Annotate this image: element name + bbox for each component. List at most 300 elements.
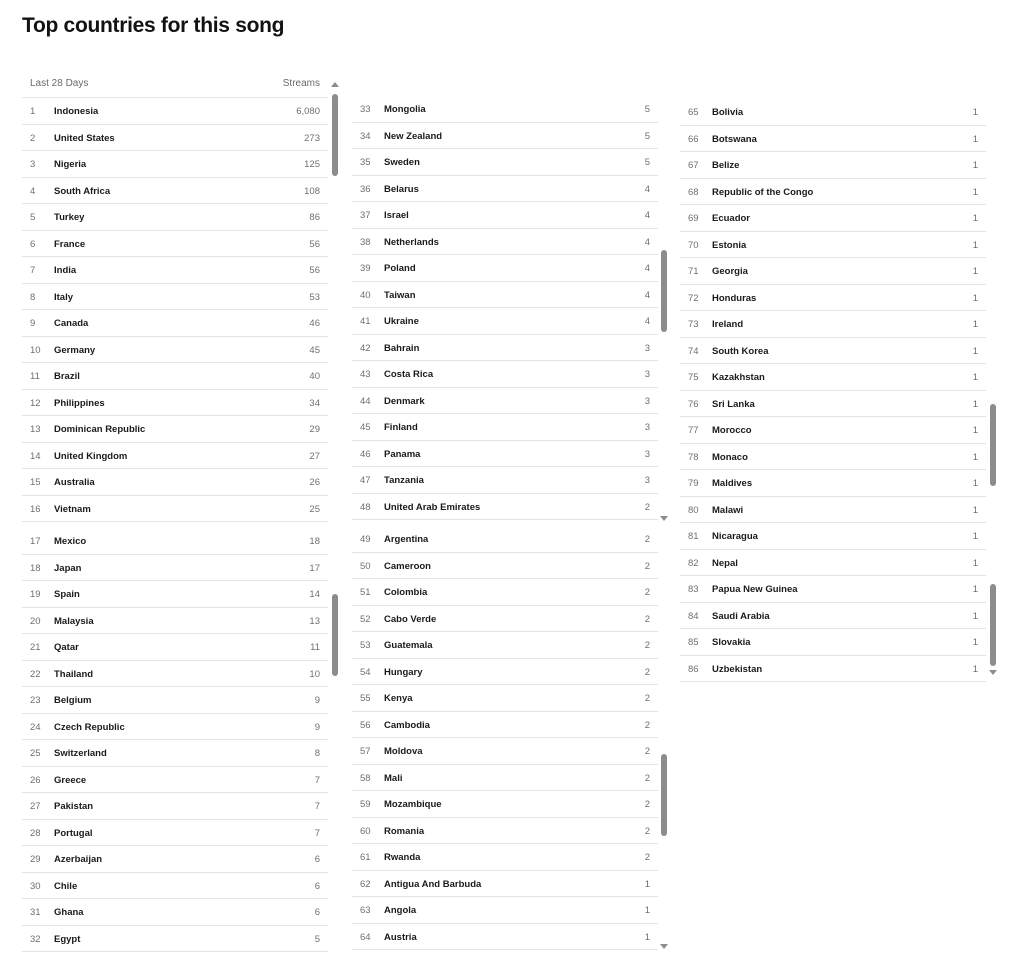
streams-cell: 2 <box>644 772 650 784</box>
rank-cell: 31 <box>30 907 41 918</box>
streams-cell: 3 <box>644 342 650 354</box>
table-row[interactable] <box>352 818 658 845</box>
table-row[interactable] <box>352 844 658 871</box>
rank-cell: 53 <box>360 640 371 651</box>
rank-cell: 11 <box>30 371 40 382</box>
table-row[interactable] <box>680 232 986 259</box>
country-cell: Greece <box>54 774 87 786</box>
streams-cell: 1 <box>972 610 978 622</box>
table-row[interactable] <box>22 926 328 953</box>
scrollbar-thumb[interactable] <box>332 94 338 176</box>
streams-cell: 18 <box>309 536 320 547</box>
page-title: Top countries for this song <box>22 14 285 37</box>
table-row[interactable] <box>22 204 328 231</box>
scroll-up-arrow-icon[interactable] <box>331 82 339 87</box>
country-cell: Thailand <box>54 668 94 680</box>
country-cell: Georgia <box>712 266 748 277</box>
rank-cell: 26 <box>30 774 41 786</box>
table-rows <box>22 98 328 952</box>
country-cell: Ecuador <box>712 213 751 224</box>
rank-cell: 81 <box>688 531 699 542</box>
country-cell: Bahrain <box>384 342 420 354</box>
streams-cell: 1 <box>972 186 978 198</box>
rank-cell: 16 <box>30 503 41 515</box>
streams-cell: 7 <box>314 774 320 786</box>
table-row[interactable] <box>680 417 986 444</box>
country-cell: Romania <box>384 825 425 837</box>
rank-cell: 32 <box>30 933 41 945</box>
streams-cell: 1 <box>972 372 978 383</box>
rank-cell: 15 <box>30 477 41 488</box>
country-cell: Argentina <box>384 534 429 545</box>
table-row[interactable] <box>680 629 986 656</box>
streams-cell: 3 <box>644 448 650 460</box>
country-cell: Finland <box>384 422 418 433</box>
country-cell: Taiwan <box>384 289 416 301</box>
country-cell: India <box>54 265 77 276</box>
streams-cell: 86 <box>309 212 320 223</box>
country-cell: Vietnam <box>54 503 91 515</box>
table-row[interactable] <box>22 98 328 125</box>
rank-cell: 42 <box>360 342 371 354</box>
table-row[interactable] <box>680 523 986 550</box>
country-cell: Mexico <box>54 536 87 547</box>
table-row[interactable] <box>22 310 328 337</box>
country-cell: Egypt <box>54 933 81 945</box>
streams-cell: 9 <box>314 695 320 706</box>
rank-cell: 21 <box>30 642 41 653</box>
country-cell: Chile <box>54 880 78 892</box>
table-row[interactable] <box>680 205 986 232</box>
country-cell: Mali <box>384 772 403 784</box>
table-row[interactable] <box>22 581 328 608</box>
rank-cell: 17 <box>30 536 41 547</box>
streams-cell: 29 <box>309 424 320 435</box>
country-cell: Qatar <box>54 642 79 653</box>
streams-cell: 7 <box>314 827 320 839</box>
rank-cell: 44 <box>360 395 371 407</box>
scroll-down-arrow-icon[interactable] <box>660 516 668 521</box>
rank-cell: 30 <box>30 880 41 892</box>
country-cell: Costa Rica <box>384 369 434 380</box>
table-row[interactable] <box>22 714 328 741</box>
table-row[interactable] <box>352 414 658 441</box>
country-cell: Cabo Verde <box>384 613 437 625</box>
country-cell: Germany <box>54 344 96 356</box>
table-row[interactable] <box>352 526 658 553</box>
rank-cell: 7 <box>30 265 36 276</box>
streams-cell: 3 <box>644 395 650 407</box>
table-rows <box>680 99 986 682</box>
streams-cell: 1 <box>644 905 650 916</box>
table-row[interactable] <box>352 791 658 818</box>
table-row[interactable] <box>22 390 328 417</box>
country-cell: Canada <box>54 318 89 329</box>
rank-cell: 28 <box>30 827 41 839</box>
table-row[interactable] <box>352 606 658 633</box>
rank-cell: 50 <box>360 560 371 572</box>
streams-cell: 5 <box>644 157 650 168</box>
country-cell: Denmark <box>384 395 425 407</box>
table-row[interactable] <box>352 123 658 150</box>
streams-cell: 2 <box>644 501 650 513</box>
streams-cell: 1 <box>972 239 978 251</box>
rank-cell: 73 <box>688 319 699 330</box>
streams-cell: 53 <box>309 291 320 303</box>
table-row[interactable] <box>352 738 658 765</box>
rank-cell: 1 <box>30 106 36 117</box>
streams-cell: 8 <box>314 748 320 759</box>
rank-cell: 8 <box>30 291 36 303</box>
country-cell: Austria <box>384 931 417 943</box>
table-row[interactable] <box>680 99 986 126</box>
streams-cell: 6 <box>314 907 320 918</box>
table-row[interactable] <box>22 687 328 714</box>
table-row[interactable] <box>352 149 658 176</box>
streams-cell: 26 <box>309 477 320 488</box>
table-row[interactable] <box>352 96 658 123</box>
rank-cell: 65 <box>688 107 699 118</box>
rank-cell: 13 <box>30 424 41 435</box>
country-cell: New Zealand <box>384 130 443 142</box>
country-cell: South Korea <box>712 345 769 357</box>
table-row[interactable] <box>22 555 328 582</box>
streams-cell: 1 <box>972 107 978 118</box>
streams-cell: 1 <box>644 931 650 943</box>
streams-column-header[interactable]: Streams <box>282 78 320 89</box>
table-row[interactable] <box>680 391 986 418</box>
scrollbar-thumb[interactable] <box>661 754 667 836</box>
streams-cell: 1 <box>972 637 978 648</box>
streams-cell: 1 <box>644 878 650 890</box>
country-cell: Czech Republic <box>54 721 125 733</box>
streams-cell: 9 <box>314 721 320 733</box>
rank-cell: 84 <box>688 610 699 622</box>
country-cell: Ghana <box>54 907 84 918</box>
scroll-down-arrow-icon[interactable] <box>660 944 668 949</box>
country-cell: Azerbaijan <box>54 854 103 865</box>
country-cell: Cambodia <box>384 719 430 731</box>
rank-cell: 33 <box>360 104 371 115</box>
table-rows <box>352 96 658 950</box>
streams-cell: 1 <box>972 425 978 436</box>
streams-cell: 56 <box>309 265 320 276</box>
country-cell: Malawi <box>712 504 744 516</box>
streams-cell: 1 <box>972 266 978 277</box>
streams-cell: 4 <box>644 289 650 301</box>
streams-cell: 40 <box>309 371 320 382</box>
table-row[interactable] <box>22 363 328 390</box>
streams-cell: 2 <box>644 825 650 837</box>
streams-cell: 56 <box>309 238 320 250</box>
rank-cell: 82 <box>688 557 699 569</box>
rank-cell: 63 <box>360 905 371 916</box>
table-row[interactable] <box>680 603 986 630</box>
rank-cell: 75 <box>688 372 699 383</box>
table-row[interactable] <box>352 685 658 712</box>
rank-cell: 77 <box>688 425 699 436</box>
table-row[interactable] <box>352 229 658 256</box>
streams-cell: 2 <box>644 666 650 678</box>
table-row[interactable] <box>680 311 986 338</box>
table-row[interactable] <box>22 469 328 496</box>
country-cell: Papua New Guinea <box>712 584 798 595</box>
table-row[interactable] <box>352 494 658 521</box>
country-cell: Mongolia <box>384 104 426 115</box>
streams-cell: 4 <box>644 263 650 274</box>
table-row[interactable] <box>680 285 986 312</box>
rank-cell: 19 <box>30 589 41 600</box>
table-row[interactable] <box>22 793 328 820</box>
table-row[interactable] <box>352 553 658 580</box>
rank-cell: 5 <box>30 212 36 223</box>
table-row[interactable] <box>352 579 658 606</box>
streams-cell: 5 <box>644 130 650 142</box>
scrollbar-thumb[interactable] <box>990 404 996 486</box>
country-cell: Sri Lanka <box>712 398 755 410</box>
table-row[interactable] <box>680 576 986 603</box>
country-cell: Uzbekistan <box>712 663 763 675</box>
scrollbar-thumb[interactable] <box>990 584 996 666</box>
rank-cell: 56 <box>360 719 371 731</box>
country-cell: Poland <box>384 263 416 274</box>
rank-cell: 34 <box>360 130 371 142</box>
country-cell: Australia <box>54 477 95 488</box>
table-row[interactable] <box>680 444 986 471</box>
country-cell: Kenya <box>384 693 413 704</box>
rank-cell: 58 <box>360 772 371 784</box>
table-row[interactable] <box>22 740 328 767</box>
rank-cell: 74 <box>688 345 699 357</box>
streams-cell: 10 <box>309 668 320 680</box>
table-row[interactable] <box>352 659 658 686</box>
scroll-down-arrow-icon[interactable] <box>989 670 997 675</box>
table-row[interactable] <box>22 661 328 688</box>
rank-cell: 66 <box>688 133 699 145</box>
table-row[interactable] <box>352 308 658 335</box>
rank-cell: 72 <box>688 292 699 304</box>
streams-cell: 4 <box>644 316 650 327</box>
country-cell: France <box>54 238 86 250</box>
country-cell: Nigeria <box>54 159 87 170</box>
streams-cell: 1 <box>972 160 978 171</box>
table-row[interactable] <box>22 151 328 178</box>
streams-cell: 2 <box>644 719 650 731</box>
country-cell: Monaco <box>712 451 748 463</box>
streams-cell: 1 <box>972 292 978 304</box>
table-row[interactable] <box>352 897 658 924</box>
table-row[interactable] <box>22 846 328 873</box>
rank-cell: 39 <box>360 263 371 274</box>
rank-cell: 68 <box>688 186 699 198</box>
table-row[interactable] <box>22 608 328 635</box>
rank-cell: 64 <box>360 931 371 943</box>
country-cell: Hungary <box>384 666 423 678</box>
country-cell: Republic of the Congo <box>712 186 814 198</box>
scrollbar-thumb[interactable] <box>332 594 338 676</box>
rank-cell: 3 <box>30 159 36 170</box>
table-row[interactable] <box>22 899 328 926</box>
streams-cell: 4 <box>644 210 650 221</box>
rank-cell: 40 <box>360 289 371 301</box>
table-row[interactable] <box>680 550 986 577</box>
streams-cell: 1 <box>972 451 978 463</box>
country-cell: Bolivia <box>712 107 744 118</box>
table-row[interactable] <box>680 258 986 285</box>
rank-cell: 83 <box>688 584 699 595</box>
streams-cell: 1 <box>972 663 978 675</box>
streams-cell: 27 <box>309 450 320 462</box>
table-row[interactable] <box>22 257 328 284</box>
streams-cell: 1 <box>972 133 978 145</box>
country-cell: Indonesia <box>54 106 99 117</box>
rank-cell: 6 <box>30 238 36 250</box>
country-cell: Dominican Republic <box>54 424 146 435</box>
table-row[interactable] <box>22 528 328 555</box>
streams-cell: 1 <box>972 504 978 516</box>
table-row[interactable] <box>680 656 986 683</box>
rank-cell: 71 <box>688 266 699 277</box>
country-cell: Moldova <box>384 746 423 757</box>
streams-cell: 7 <box>314 801 320 812</box>
table-row[interactable] <box>352 712 658 739</box>
table-row[interactable] <box>22 820 328 847</box>
countries-table-column-3 <box>680 99 986 683</box>
table-row[interactable] <box>22 443 328 470</box>
streams-cell: 2 <box>644 799 650 810</box>
table-row[interactable] <box>680 338 986 365</box>
streams-cell: 2 <box>644 693 650 704</box>
table-row[interactable] <box>352 202 658 229</box>
table-row[interactable] <box>22 416 328 443</box>
streams-cell: 5 <box>314 933 320 945</box>
table-row[interactable] <box>352 361 658 388</box>
country-cell: United Kingdom <box>54 450 128 462</box>
table-row[interactable] <box>22 634 328 661</box>
rank-cell: 85 <box>688 637 699 648</box>
table-row[interactable] <box>22 284 328 311</box>
table-row[interactable] <box>352 282 658 309</box>
country-cell: Slovakia <box>712 637 751 648</box>
table-row[interactable] <box>22 337 328 364</box>
country-cell: Belgium <box>54 695 92 706</box>
country-cell: United States <box>54 132 115 144</box>
rank-cell: 57 <box>360 746 371 757</box>
rank-cell: 51 <box>360 587 371 598</box>
streams-cell: 2 <box>644 640 650 651</box>
country-cell: Sweden <box>384 157 420 168</box>
streams-cell: 2 <box>644 560 650 572</box>
table-row[interactable] <box>22 231 328 258</box>
table-row[interactable] <box>680 497 986 524</box>
rank-cell: 49 <box>360 534 371 545</box>
table-row[interactable] <box>352 765 658 792</box>
streams-cell: 4 <box>644 183 650 195</box>
streams-cell: 6 <box>314 880 320 892</box>
country-cell: Morocco <box>712 425 752 436</box>
table-row[interactable] <box>352 255 658 282</box>
rank-cell: 43 <box>360 369 371 380</box>
country-cell: Portugal <box>54 827 93 839</box>
streams-cell: 125 <box>304 159 320 170</box>
rank-cell: 25 <box>30 748 41 759</box>
rank-cell: 41 <box>360 316 371 327</box>
table-row[interactable] <box>680 179 986 206</box>
country-cell: Rwanda <box>384 852 421 863</box>
streams-cell: 1 <box>972 398 978 410</box>
country-cell: Botswana <box>712 133 757 145</box>
country-cell: Nicaragua <box>712 531 758 542</box>
rank-cell: 36 <box>360 183 371 195</box>
streams-cell: 1 <box>972 557 978 569</box>
country-cell: United Arab Emirates <box>384 501 481 513</box>
country-cell: Guatemala <box>384 640 433 651</box>
table-row[interactable] <box>352 176 658 203</box>
table-row[interactable] <box>22 496 328 523</box>
scrollbar-thumb[interactable] <box>661 250 667 332</box>
country-cell: Netherlands <box>384 236 439 248</box>
table-row[interactable] <box>680 470 986 497</box>
rank-cell: 79 <box>688 478 699 489</box>
table-row[interactable] <box>352 441 658 468</box>
country-cell: Belarus <box>384 183 419 195</box>
rank-cell: 2 <box>30 132 36 144</box>
streams-cell: 108 <box>304 185 320 197</box>
country-cell: Spain <box>54 589 80 600</box>
rank-cell: 48 <box>360 501 371 513</box>
streams-cell: 13 <box>309 615 320 627</box>
streams-cell: 45 <box>309 344 320 356</box>
rank-cell: 18 <box>30 562 41 574</box>
streams-cell: 1 <box>972 584 978 595</box>
table-row[interactable] <box>352 335 658 362</box>
table-row[interactable] <box>352 388 658 415</box>
streams-cell: 11 <box>310 642 320 653</box>
country-cell: Maldives <box>712 478 753 489</box>
table-row[interactable] <box>22 767 328 794</box>
table-row[interactable] <box>352 467 658 494</box>
streams-cell: 46 <box>309 318 320 329</box>
rank-cell: 76 <box>688 398 699 410</box>
country-cell: Japan <box>54 562 82 574</box>
table-row[interactable] <box>352 871 658 898</box>
rank-cell: 78 <box>688 451 699 463</box>
rank-cell: 70 <box>688 239 699 251</box>
country-cell: Brazil <box>54 371 80 382</box>
rank-cell: 55 <box>360 693 371 704</box>
table-row[interactable] <box>22 125 328 152</box>
table-row[interactable] <box>680 364 986 391</box>
country-cell: Turkey <box>54 212 85 223</box>
table-row[interactable] <box>680 152 986 179</box>
rank-cell: 4 <box>30 185 36 197</box>
rank-cell: 86 <box>688 663 699 675</box>
rank-cell: 9 <box>30 318 36 329</box>
rank-cell: 20 <box>30 615 41 627</box>
table-row[interactable] <box>680 126 986 153</box>
rank-cell: 22 <box>30 668 41 680</box>
rank-cell: 12 <box>30 397 41 409</box>
country-cell: Ireland <box>712 319 744 330</box>
table-row[interactable] <box>352 632 658 659</box>
country-cell: Mozambique <box>384 799 442 810</box>
rank-cell: 23 <box>30 695 41 706</box>
table-row[interactable] <box>352 924 658 951</box>
table-row[interactable] <box>22 178 328 205</box>
rank-cell: 27 <box>30 801 41 812</box>
country-cell: Antigua And Barbuda <box>384 878 482 890</box>
table-row[interactable] <box>22 873 328 900</box>
